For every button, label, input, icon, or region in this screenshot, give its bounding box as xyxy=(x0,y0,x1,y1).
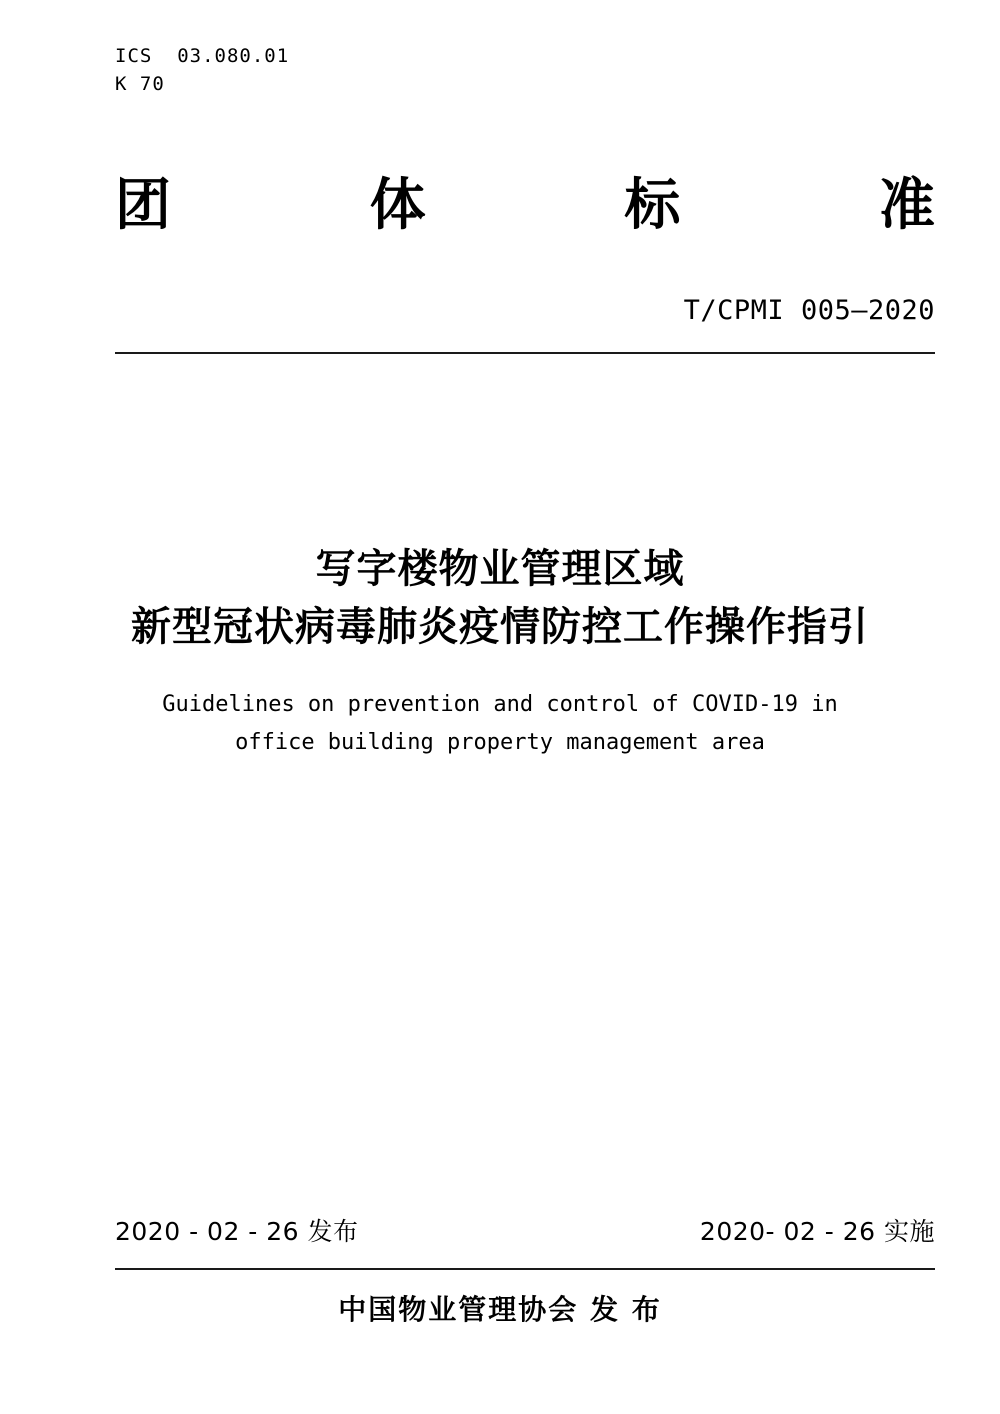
title-line-2: 新型冠状病毒肺炎疫情防控工作操作指引 xyxy=(131,604,869,650)
dates-row xyxy=(115,1212,935,1248)
ccs-code: K 70 xyxy=(115,73,165,95)
document-title-english xyxy=(0,686,1000,762)
header-divider xyxy=(115,352,935,354)
standard-type-char-1: 团 xyxy=(115,173,171,238)
standard-type-char-3: 标 xyxy=(624,173,681,238)
standard-type-heading xyxy=(115,173,935,238)
footer-divider xyxy=(115,1268,935,1270)
standard-type-char-4: 准 xyxy=(878,173,935,238)
title-line-1: 写字楼物业管理区域 xyxy=(315,546,685,592)
standard-number: T/CPMI 005—2020 xyxy=(683,295,935,326)
subtitle-line-2: office building property management area xyxy=(235,730,765,755)
ics-classification-block xyxy=(115,42,289,98)
document-title-chinese xyxy=(0,540,1000,656)
subtitle-line-1: Guidelines on prevention and control of COVID-19 in xyxy=(162,692,838,717)
publisher-name: 中国物业管理协会 发 布 xyxy=(338,1293,662,1326)
issue-date: 2020 - 02 - 26 发布 xyxy=(115,1217,359,1246)
effective-date: 2020- 02 - 26 实施 xyxy=(699,1217,935,1246)
standard-type-char-2: 体 xyxy=(369,173,426,238)
ics-code: ICS 03.080.01 xyxy=(115,45,290,67)
